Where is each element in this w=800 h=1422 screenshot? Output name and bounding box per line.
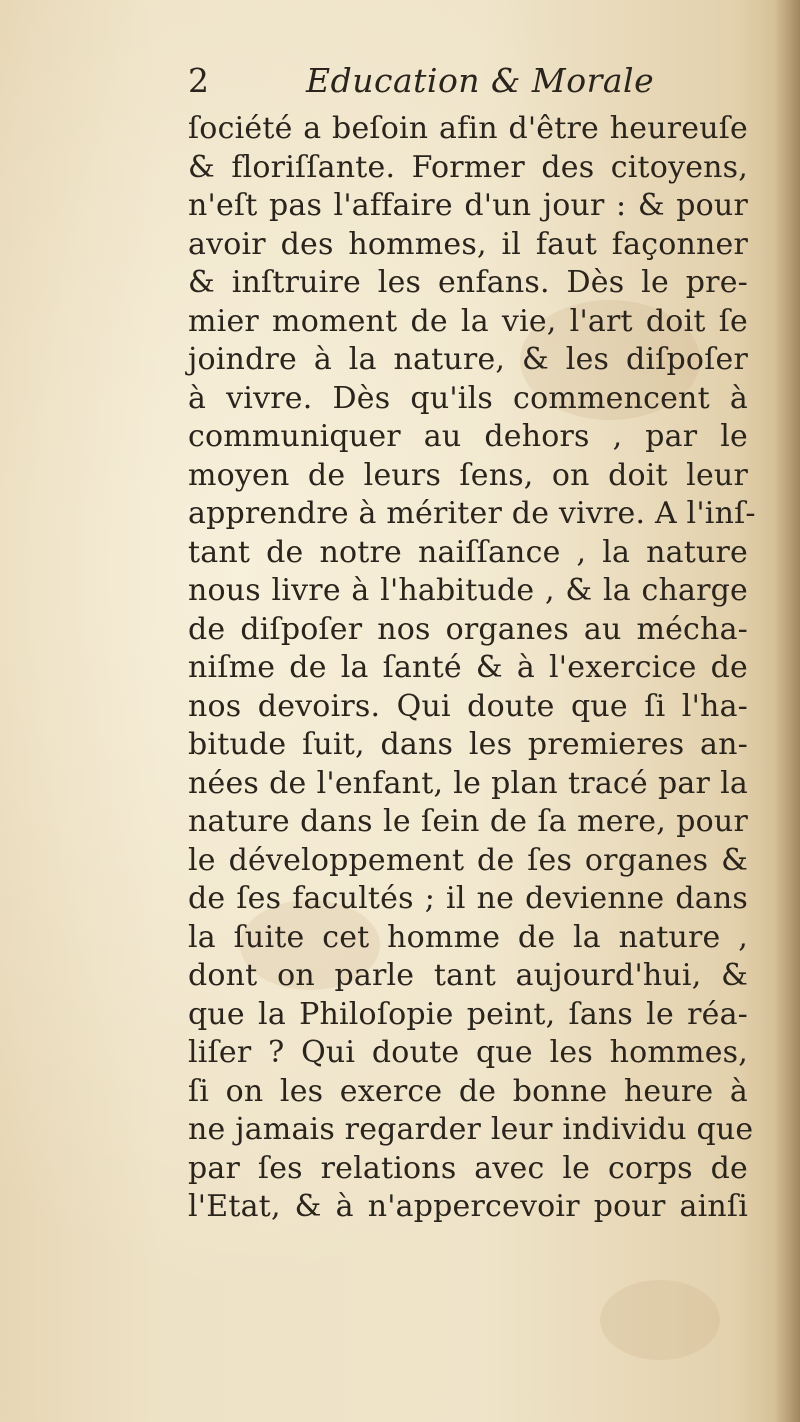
text-line: l'Etat, & à n'appercevoir pour ainſi <box>188 1189 748 1224</box>
text-line: tant de notre naiſſance , la nature <box>188 534 748 570</box>
text-line: que la Philoſopie peint, ſans le réa- <box>188 996 748 1032</box>
text-line: niſme de la ſanté & à l'exercice de <box>188 650 748 685</box>
text-line: n'eſt pas l'affaire d'un jour : & pour <box>188 188 748 223</box>
text-line: nous livre à l'habitude , & la charge <box>188 573 748 608</box>
text-line: ne jamais regarder leur individu que <box>188 1112 754 1147</box>
text-line: de diſpoſer nos organes au mécha- <box>188 611 748 647</box>
text-line: à vivre. Dès qu'ils commencent à <box>188 380 748 416</box>
text-line: moyen de leurs ſens, on doit leur <box>188 457 748 493</box>
running-head <box>188 56 748 106</box>
text-line: la ſuite cet homme de la nature , <box>188 919 748 955</box>
text-line: nées de l'enfant, le plan tracé par la <box>188 765 748 801</box>
text-line: & inſtruire les enfans. Dès le pre- <box>188 265 748 300</box>
page-number: 2 <box>188 61 209 100</box>
text-line: dont on parle tant aujourd'hui, & <box>188 958 748 993</box>
paper-stain <box>600 1280 720 1360</box>
text-line: liſer ? Qui doute que les hommes, <box>188 1035 748 1070</box>
text-line: communiquer au dehors , par le <box>188 419 748 454</box>
text-line: joindre à la nature, & les diſpoſer <box>188 342 748 377</box>
text-line: par ſes relations avec le corps de <box>188 1150 748 1186</box>
running-head-title: Education & Morale <box>306 61 655 100</box>
text-line: apprendre à mériter de vivre. A l'inſ- <box>188 496 756 531</box>
text-line: nature dans le ſein de ſa mere, pour <box>188 804 748 839</box>
text-line: & floriſſante. Former des citoyens, <box>188 149 748 185</box>
text-line: bitude ſuit, dans les premieres an- <box>188 727 748 762</box>
page-gutter-shadow <box>774 0 800 1422</box>
text-line: ſociété a beſoin afin d'être heureuſe <box>188 111 748 146</box>
body-text <box>188 110 756 1227</box>
text-line: le développement de ſes organes & <box>188 842 748 878</box>
text-line: de ſes facultés ; il ne devienne dans <box>188 881 748 916</box>
text-line: nos devoirs. Qui doute que ſi l'ha- <box>188 688 748 724</box>
text-line: mier moment de la vie, l'art doit ſe <box>188 303 748 339</box>
text-line: ſi on les exerce de bonne heure à <box>188 1073 748 1109</box>
text-line: avoir des hommes, il faut façonner <box>188 226 748 262</box>
